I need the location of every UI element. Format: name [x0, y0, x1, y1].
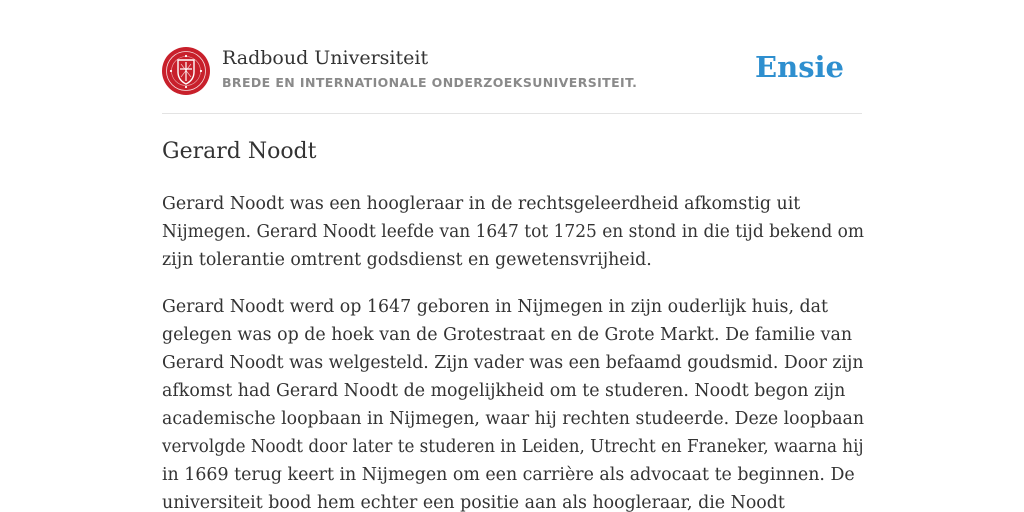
paragraph-line: Gerard Noodt was een hoogleraar in de rechtsgeleerdheid afkomstig uit: [162, 194, 801, 214]
paragraph-line: in 1669 terug keert in Nijmegen om een carrière als advocaat te beginnen. De: [162, 465, 855, 485]
radboud-university-seal-icon[interactable]: [162, 47, 210, 95]
paragraph-line: gelegen was op de hoek van de Grotestraat en de Grote Markt. De familie van: [162, 325, 853, 345]
article-paragraph: [162, 293, 864, 512]
article-paragraph: [162, 190, 864, 274]
paragraph-line: Gerard Noodt was welgesteld. Zijn vader was een befaamd goudsmid. Door zijn: [162, 353, 864, 373]
page-title: Gerard Noodt: [162, 139, 317, 164]
paragraph-line: Gerard Noodt werd op 1647 geboren in Nijmegen in zijn ouderlijk huis, dat: [162, 297, 829, 317]
paragraph-line: universiteit bood hem echter een positie aan als hoogleraar, die Noodt: [162, 493, 785, 512]
paragraph-line: zijn tolerantie omtrent godsdienst en gewetensvrijheid.: [162, 250, 652, 270]
org-tagline: BREDE EN INTERNATIONALE ONDERZOEKSUNIVERSITEIT.: [222, 75, 638, 90]
article-body: [162, 190, 864, 512]
paragraph-line: academische loopbaan in Nijmegen, waar hij rechten studeerde. Deze loopbaan: [162, 409, 865, 429]
header-divider: [162, 113, 862, 114]
paragraph-line: afkomst had Gerard Noodt de mogelijkheid om te studeren. Noodt begon zijn: [162, 381, 846, 401]
site-header: [162, 46, 862, 96]
paragraph-line: Nijmegen. Gerard Noodt leefde van 1647 tot 1725 en stond in die tijd bekend om: [162, 222, 865, 242]
paragraph-line: vervolgde Noodt door later te studeren in Leiden, Utrecht en Franeker, waarna hij: [162, 437, 864, 457]
brand-logo[interactable]: Ensie: [755, 50, 844, 84]
org-name[interactable]: Radboud Universiteit: [222, 47, 429, 69]
